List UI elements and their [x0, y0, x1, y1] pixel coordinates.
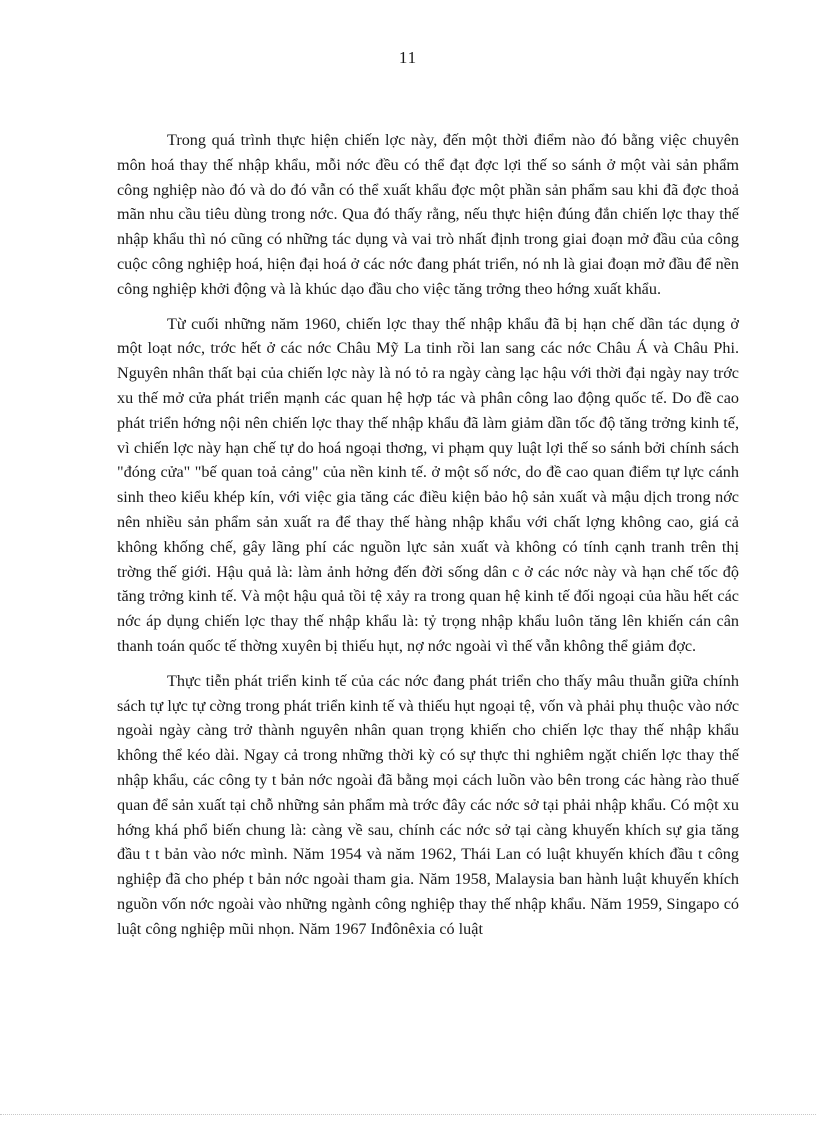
paragraph-foreign-capital-trend: Thực tiễn phát triển kinh tế của các nớc đang phát triển cho thấy mâu thuẫn giữa chính sách tự lực tự cờng trong phát triển kinh tế và thiếu hụt ngoại tệ, vốn và phải phụ thuộc vào nớc ngoài ngày càng trở thành nguyên nhân quan trọng khiến cho chiến lợc thay thế nhập khẩu không thể kéo dài. Ngay cả trong những thời kỳ có sự thực thi nghiêm ngặt chiến lợc thay thế nhập khẩu, các công ty t bản nớc ngoài đã bằng mọi cách luồn vào bên trong các hàng rào thuế quan để sản xuất tại chỗ những sản phẩm mà trớc đây các nớc sở tại phải nhập khẩu. Có một xu hớng khá phổ biến chung là: càng về sau, chính các nớc sở tại càng khuyến khích sự gia tăng đầu t t bản vào nớc mình. Năm 1954 và năm 1962, Thái Lan có luật khuyến khích đầu t công nghiệp đã cho phép t bản nớc ngoài tham gia. Năm 1958, Malaysia ban hành luật khuyến khích nguồn vốn nớc ngoài vào những ngành công nghiệp thay thế nhập khẩu. Năm 1959, Singapo có luật công nghiệp mũi nhọn. Năm 1967 Inđônêxia có luật [117, 671, 739, 938]
paragraph-import-substitution-benefits: Trong quá trình thực hiện chiến lợc này, đến một thời điểm nào đó bằng việc chuyên môn hoá thay thế nhập khẩu, mỗi nớc đều có thể đạt đợc lợi thế so sánh ở một vài sản phẩm công nghiệp nào đó và do đó vẫn có thể xuất khẩu đợc một phần sản phẩm sau khi đã đợc thoả mãn nhu cầu tiêu dùng trong nớc. Qua đó thấy rằng, nếu thực hiện đúng đắn chiến lợc thay thế nhập khẩu thì nó cũng có những tác dụng và vai trò nhất định trong giai đoạn mở đầu của công cuộc công nghiệp hoá, hiện đại hoá ở các nớc đang phát triển, nó nh là giai đoạn mở đầu để nền công nghiệp khởi động và là khúc dạo đầu cho việc tăng trởng theo hớng xuất khẩu. [117, 131, 739, 298]
page-bottom-divider [0, 1114, 816, 1115]
page-number: 11 [398, 48, 418, 67]
paragraph-import-substitution-failure: Từ cuối những năm 1960, chiến lợc thay thế nhập khẩu đã bị hạn chế dần tác dụng ở một loạt nớc, trớc hết ở các nớc Châu Mỹ La tinh rồi lan sang các nớc Châu Á và Châu Phi. Nguyên nhân thất bại của chiến lợc này là nó tỏ ra ngày càng lạc hậu với thời đại ngày nay trớc xu thế mở cửa phát triển mạnh các quan hệ hợp tác và phân công lao động quốc tế. Do đề cao phát triển hớng nội nên chiến lợc thay thế nhập khẩu đã làm giảm dần tốc độ tăng trởng kinh tế, vì chiến lợc này hạn chế tự do hoá ngoại thơng, vi phạm quy luật lợi thế so sánh bởi chính sách "đóng cửa" "bế quan toả cảng" của nền kinh tế. ở một số nớc, do đề cao quan điểm tự lực cánh sinh theo kiểu khép kín, với việc gia tăng các điều kiện bảo hộ sản xuất và mậu dịch trong nớc nên nhiều sản phẩm sản xuất ra để thay thế hàng nhập khẩu với chất lợng không cao, giá cả không khống chế, gây lãng phí các nguồn lực sản xuất và không có tính cạnh tranh trên thị trờng thế giới. Hậu quả là: làm ảnh hởng đến đời sống dân c ở các nớc này và hạn chế tốc độ tăng trởng kinh tế. Và một hậu quả tồi tệ xảy ra trong quan hệ kinh tế đối ngoại của hầu hết các nớc áp dụng chiến lợc thay thế nhập khẩu là: tỷ trọng nhập khẩu luôn tăng lên khiến cán cân thanh toán quốc tế thờng xuyên bị thiếu hụt, nợ nớc ngoài vì thế vẫn không thể giảm đợc. [117, 314, 739, 655]
document-body [117, 128, 739, 952]
